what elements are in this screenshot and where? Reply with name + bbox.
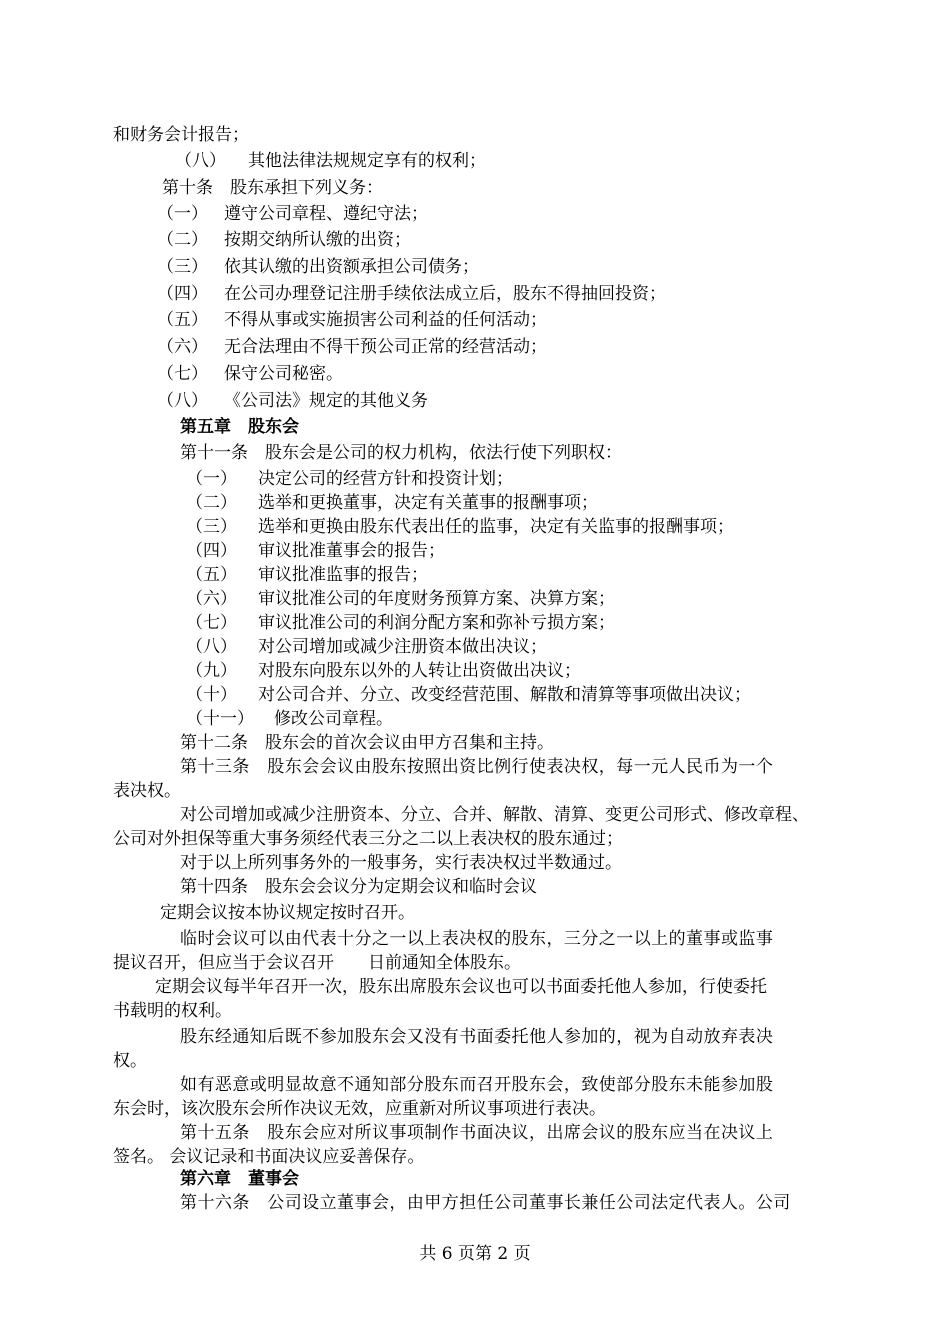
item-number: （八） (157, 391, 208, 411)
item-text: 《公司法》规定的其他义务 (224, 391, 428, 411)
item-text: 依其认缴的出资额承担公司债务； (224, 257, 479, 277)
item-text: 审议批准监事的报告； (258, 565, 428, 585)
item-text: 其他法律法规规定享有的权利； (248, 151, 486, 171)
text-line: 书载明的权利。 (113, 1001, 232, 1021)
chapter-heading: 第五章 股东会 (180, 417, 299, 437)
article-heading: 第十五条 股东会应对所议事项制作书面决议，出席会议的股东应当在决议上 (180, 1123, 774, 1143)
item-number: （十） (186, 685, 237, 705)
item-number: （六） (186, 589, 237, 609)
item-text: 修改公司章程。 (274, 709, 393, 729)
item-number: （五） (157, 310, 208, 330)
item-number: （一） (157, 204, 208, 224)
list-item (186, 684, 751, 706)
item-number: （七） (157, 364, 208, 384)
list-item (157, 336, 547, 358)
list-item (157, 390, 428, 412)
text-line: 临时会议可以由代表十分之一以上表决权的股东，三分之一以上的董事或监事 (180, 929, 774, 949)
text-line: 提议召开，但应当于会议召开 日前通知全体股东。 (113, 953, 521, 973)
item-text: 审议批准董事会的报告； (258, 541, 445, 561)
article-heading: 第十条 股东承担下列义务： (162, 178, 383, 198)
item-number: （四） (157, 284, 208, 304)
item-text: 无合法理由不得干预公司正常的经营活动； (224, 337, 547, 357)
list-item (186, 708, 393, 730)
item-number: （四） (186, 541, 237, 561)
list-item (186, 540, 445, 562)
list-item (186, 660, 581, 682)
text-line: 对于以上所列事务外的一般事务，实行表决权过半数通过。 (180, 853, 622, 873)
item-number: （五） (186, 565, 237, 585)
item-number: （二） (157, 230, 208, 250)
list-item (157, 363, 343, 385)
item-text: 在公司办理登记注册手续依法成立后，股东不得抽回投资； (224, 284, 666, 304)
article-heading: 第十四条 股东会会议分为定期会议和临时会议 (180, 877, 537, 897)
item-number: （十一） (186, 709, 254, 729)
chapter-heading: 第六章 董事会 (180, 1169, 299, 1189)
list-item (186, 492, 598, 514)
article-heading: 第十一条 股东会是公司的权力机构，依法行使下列职权： (180, 443, 622, 463)
item-number: （三） (186, 517, 237, 537)
list-item (186, 588, 615, 610)
list-item (175, 150, 486, 172)
article-heading: 第十三条 股东会会议由股东按照出资比例行使表决权，每一元人民币为一个 (180, 757, 774, 777)
list-item (186, 612, 615, 634)
list-item (186, 468, 513, 490)
page-footer: 共 6 页第 2 页 (419, 1244, 531, 1264)
item-text: 按期交纳所认缴的出资； (224, 230, 411, 250)
text-line: 定期会议每半年召开一次，股东出席股东会议也可以书面委托他人参加，行使委托 (155, 977, 767, 997)
item-number: （七） (186, 613, 237, 633)
article-heading: 第十二条 股东会的首次会议由甲方召集和主持。 (180, 733, 554, 753)
item-text: 对股东向股东以外的人转让出资做出决议； (258, 661, 581, 681)
list-item (157, 283, 666, 305)
item-text: 审议批准公司的年度财务预算方案、决算方案； (258, 589, 615, 609)
text-line: 签名。 会议记录和书面决议应妥善保存。 (113, 1147, 425, 1167)
list-item (186, 564, 428, 586)
list-item (157, 229, 411, 251)
text-line: 权。 (113, 1051, 147, 1071)
item-number: （九） (186, 661, 237, 681)
item-text: 对公司增加或减少注册资本做出决议； (258, 637, 547, 657)
text-line: 东会时，该次股东会所作决议无效，应重新对所议事项进行表决。 (113, 1099, 606, 1119)
item-text: 遵守公司章程、遵纪守法； (224, 204, 428, 224)
item-number: （六） (157, 337, 208, 357)
list-item (157, 203, 428, 225)
article-heading: 第十六条 公司设立董事会，由甲方担任公司董事长兼任公司法定代表人。公司 (180, 1193, 791, 1213)
item-number: （二） (186, 493, 237, 513)
item-text: 决定公司的经营方针和投资计划； (258, 469, 513, 489)
item-text: 审议批准公司的利润分配方案和弥补亏损方案； (258, 613, 615, 633)
item-text: 保守公司秘密。 (224, 364, 343, 384)
list-item (157, 256, 479, 278)
item-text: 选举和更换董事，决定有关董事的报酬事项； (258, 493, 598, 513)
text-line: 定期会议按本协议规定按时召开。 (160, 903, 415, 923)
list-item (157, 309, 547, 331)
list-item (186, 516, 734, 538)
text-line: 公司对外担保等重大事务须经代表三分之二以上表决权的股东通过； (113, 829, 623, 849)
item-number: （一） (186, 469, 237, 489)
list-item (186, 636, 547, 658)
text-line: 股东经通知后既不参加股东会又没有书面委托他人参加的，视为自动放弃表决 (180, 1027, 774, 1047)
item-number: （三） (157, 257, 208, 277)
text-line: 和财务会计报告； (113, 125, 249, 145)
item-text: 选举和更换由股东代表出任的监事，决定有关监事的报酬事项； (258, 517, 734, 537)
item-number: （八） (186, 637, 237, 657)
text-line: 如有恶意或明显故意不通知部分股东而召开股东会，致使部分股东未能参加股 (180, 1075, 774, 1095)
text-line: 表决权。 (113, 781, 181, 801)
item-number: （八） (175, 151, 226, 171)
item-text: 不得从事或实施损害公司利益的任何活动； (224, 310, 547, 330)
item-text: 对公司合并、分立、改变经营范围、解散和清算等事项做出决议； (258, 685, 751, 705)
text-line: 对公司增加或减少注册资本、分立、合并、解散、清算、变更公司形式、修改章程、 (180, 805, 809, 825)
